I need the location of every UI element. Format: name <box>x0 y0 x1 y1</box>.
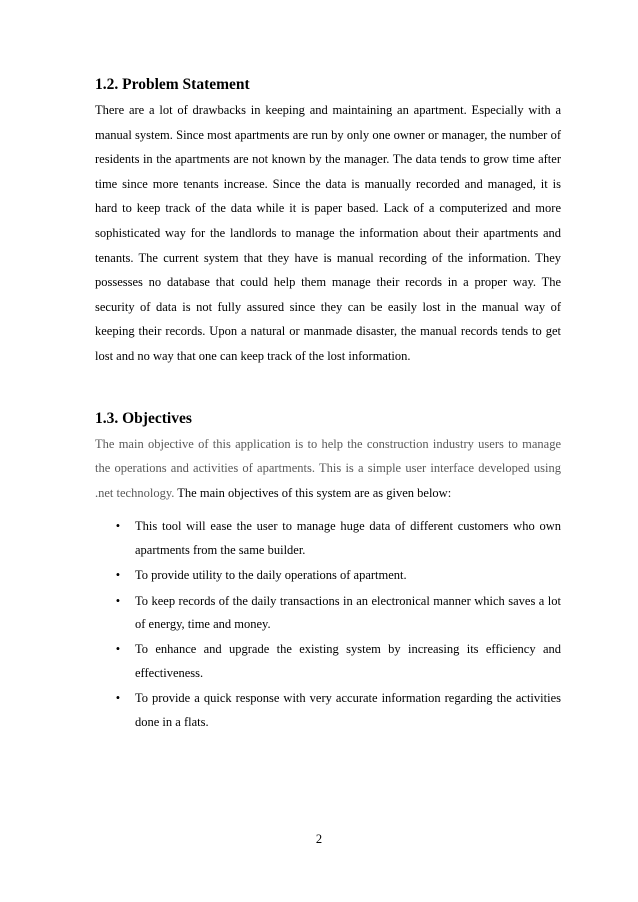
objectives-intro-text: The main objectives of this system are as given below: <box>174 485 452 500</box>
bullet-icon: • <box>115 642 121 657</box>
objectives-section <box>95 408 561 734</box>
objective-item-text: To provide utility to the daily operations of apartment. <box>135 568 407 583</box>
objective-item-text: To enhance and upgrade the existing system by increasing its efficiency and effectiveness. <box>135 642 561 680</box>
bullet-icon: • <box>115 593 121 608</box>
bullet-icon: • <box>115 519 121 534</box>
objectives-list <box>95 515 561 734</box>
problem-statement-section <box>95 74 561 369</box>
objectives-heading: 1.3. Objectives <box>95 409 192 427</box>
objective-item-text: To keep records of the daily transactions in an electronical manner which saves a lot of energy, time and money. <box>135 593 561 631</box>
objective-item-1 <box>95 515 561 562</box>
objective-item-text: This tool will ease the user to manage huge data of different customers who own apartments from the same builder. <box>135 519 561 557</box>
objective-item-4 <box>95 638 561 685</box>
objective-item-3 <box>95 590 561 637</box>
objective-item-2 <box>95 564 561 587</box>
problem-statement-heading: 1.2. Problem Statement <box>95 76 250 93</box>
problem-statement-paragraph: There are a lot of drawbacks in keeping and maintaining an apartment. Especially with a manual system. Since most apartments are run by only one owner or manager, the number of residents in the apartments are not known by the manager. The data tends to grow time after time since more tenants increase. Since the data is manually recorded and managed, it is hard to keep track of the data while it is paper based. Lack of a computerized and more sophisticated way for the landlords to manage the information about their apartments and tenants. The current system that they have is manual recording of the information. They possesses no database that could help them manage their records in a proper way. The security of data is not fully assured since they can be easily lost in the manual way of keeping their records. Upon a natural or manmade disaster, the manual records tends to get lost and no way that one can keep track of the lost information. <box>95 103 561 363</box>
page-content <box>95 74 561 736</box>
page-number: 2 <box>315 832 323 846</box>
objectives-intro-grey-text: The main objective of this application is to help the construction industry users to manage the operations and activities of apartments. This is a simple user interface developed using .net technology. <box>95 436 561 500</box>
bullet-icon: • <box>115 691 121 706</box>
bullet-icon: • <box>115 568 121 583</box>
objectives-intro-paragraph <box>95 432 561 506</box>
objective-item-text: To provide a quick response with very accurate information regarding the activities done in a flats. <box>135 691 561 729</box>
objective-item-5 <box>95 687 561 734</box>
